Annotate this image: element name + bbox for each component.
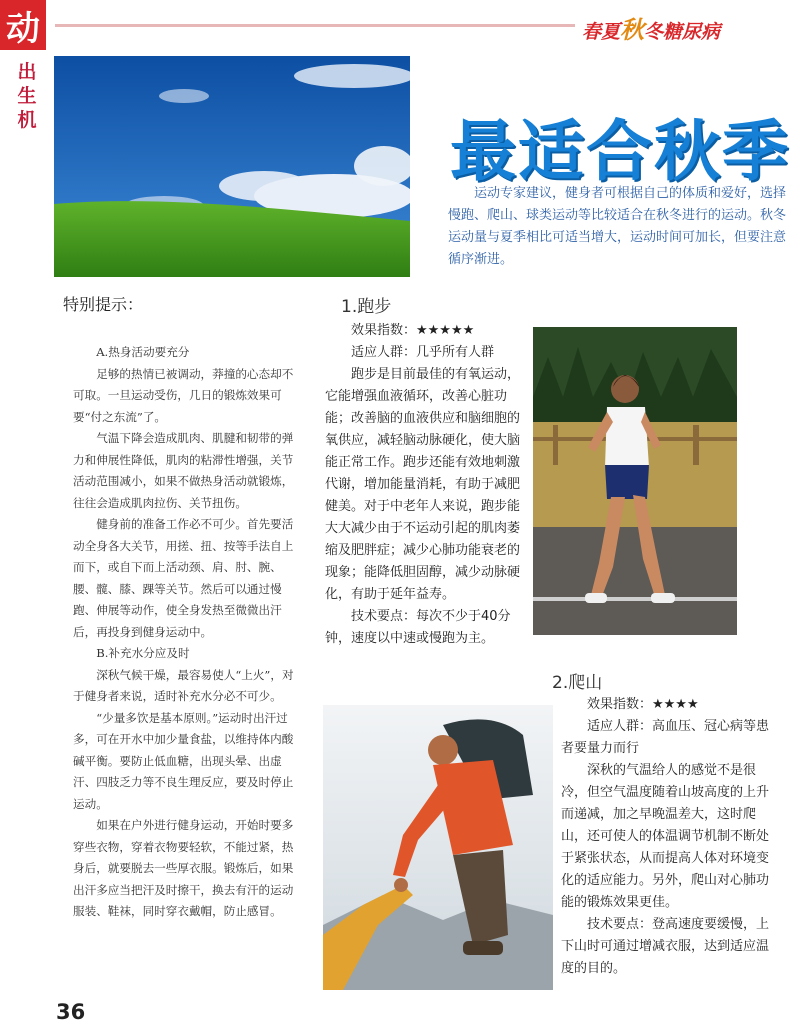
intro-paragraph: 运动专家建议，健身者可根据自己的体质和爱好，选择慢跑、爬山、球类运动等比较适合在秋冬进行的运动。秋冬运动量与夏季相比可适当增大，运动时间可加长，但要注意循序渐进。 xyxy=(448,186,787,267)
tips-body xyxy=(73,342,295,923)
running-title: 1.跑步 xyxy=(341,297,392,317)
series-title xyxy=(582,10,792,45)
tips-subheading: B.补充水分应及时 xyxy=(96,646,190,660)
climbing-tech: 技术要点：登高速度要缓慢，上下山时可通过增减衣服，达到适应温度的目的。 xyxy=(561,917,770,976)
tips-paragraph: “少量多饮是基本原则。”运动时出汗过多，可在开水中加少量食盐，以维持体内酸碱平衡。要防止低血糖，出现头晕、出虚汗、四肢乏力等不良生理反应，要及时停止运动。 xyxy=(73,710,294,811)
climbing-title: 2.爬山 xyxy=(552,673,603,693)
badge-text: 动 xyxy=(6,8,40,49)
climbing-suitable: 适应人群：高血压、冠心病等患者要量力而行 xyxy=(561,719,770,756)
page-number: 36 xyxy=(56,1000,86,1024)
running-effect: 效果指数：★★★★★ xyxy=(351,323,475,338)
running-body xyxy=(325,320,525,650)
tips-subheading: A.热身活动要充分 xyxy=(96,345,190,359)
climbing-paragraph: 深秋的气温给人的感觉不是很冷，但空气温度随着山坡高度的上升而递减，加之早晚温差大，这时爬山，还可使人的体温调节机制不断处于紧张状态，从而提高人体对环境变化的适应能力。另外，爬山对心肺功能的锻炼效果更佳。 xyxy=(561,763,770,910)
tips-paragraph: 气温下降会造成肌肉、肌腱和韧带的弹力和伸展性降低，肌肉的粘滞性增强，关节活动范围减小，如果不做热身活动就锻炼，往往会造成肌肉拉伤、关节扭伤。 xyxy=(73,431,294,510)
sky-meadow-photo xyxy=(54,56,410,277)
tips-paragraph: 足够的热情已被调动，莽撞的心态却不可取。一旦运动受伤，几日的锻炼效果可要“付之东流”了。 xyxy=(73,366,294,424)
climbing-effect: 效果指数：★★★★ xyxy=(587,697,699,712)
headline: 最适合秋季 xyxy=(450,113,790,190)
runner-photo xyxy=(533,327,737,635)
tips-paragraph: 健身前的准备工作必不可少。首先要活动全身各大关节，用搓、扭、按等手法自上而下，或自下而上活动颈、肩、肘、腕、腰、髋、膝、踝等关节。然后可以通过慢跑、伸展等动作，使全身发热至微微出汗后，再投身到健身运动中。 xyxy=(73,517,294,639)
climber-photo xyxy=(323,705,553,990)
tips-paragraph: 如果在户外进行健身运动，开始时要多穿些衣物，穿着衣物要轻软，不能过紧，热身后，就要脱去一些厚衣服。锻炼后，如果出汗多应当把汗及时擦干，换去有汗的运动服装、鞋袜，同时穿衣戴帽，防止感冒。 xyxy=(73,818,294,918)
header-rule xyxy=(55,24,575,27)
vertical-char: 生 xyxy=(17,85,37,107)
vertical-section-title xyxy=(16,60,38,132)
series-title-accent: 秋 xyxy=(620,15,645,44)
vertical-char: 出 xyxy=(17,61,37,83)
tips-heading: 特别提示： xyxy=(63,295,144,314)
running-paragraph: 跑步是目前最佳的有氧运动，它能增强血液循环，改善心脏功能；改善脑的血液供应和脑细胞的氧供应，减轻脑动脉硬化，使大脑能正常工作。跑步还能有效地刺激代谢，增加能量消耗，有助于减肥健美。对于中老年人来说，跑步能大大减少由于不运动引起的肌肉萎缩及肥胖症；减少心肺功能衰老的现象；能降低胆固醇，减少动脉硬化，有助于延年益寿。 xyxy=(325,367,521,602)
vertical-char: 机 xyxy=(17,109,37,131)
running-suitable: 适应人群：几乎所有人群 xyxy=(351,345,495,360)
running-tech: 技术要点：每次不少于40分钟，速度以中速或慢跑为主。 xyxy=(325,609,511,646)
series-title-after: 冬糖尿病 xyxy=(644,21,721,43)
section-badge xyxy=(0,0,46,50)
series-title-before: 春夏 xyxy=(582,21,621,43)
tips-paragraph: 深秋气候干燥，最容易使人“上火”，对于健身者来说，适时补充水分必不可少。 xyxy=(73,667,294,703)
climbing-body xyxy=(561,694,771,980)
